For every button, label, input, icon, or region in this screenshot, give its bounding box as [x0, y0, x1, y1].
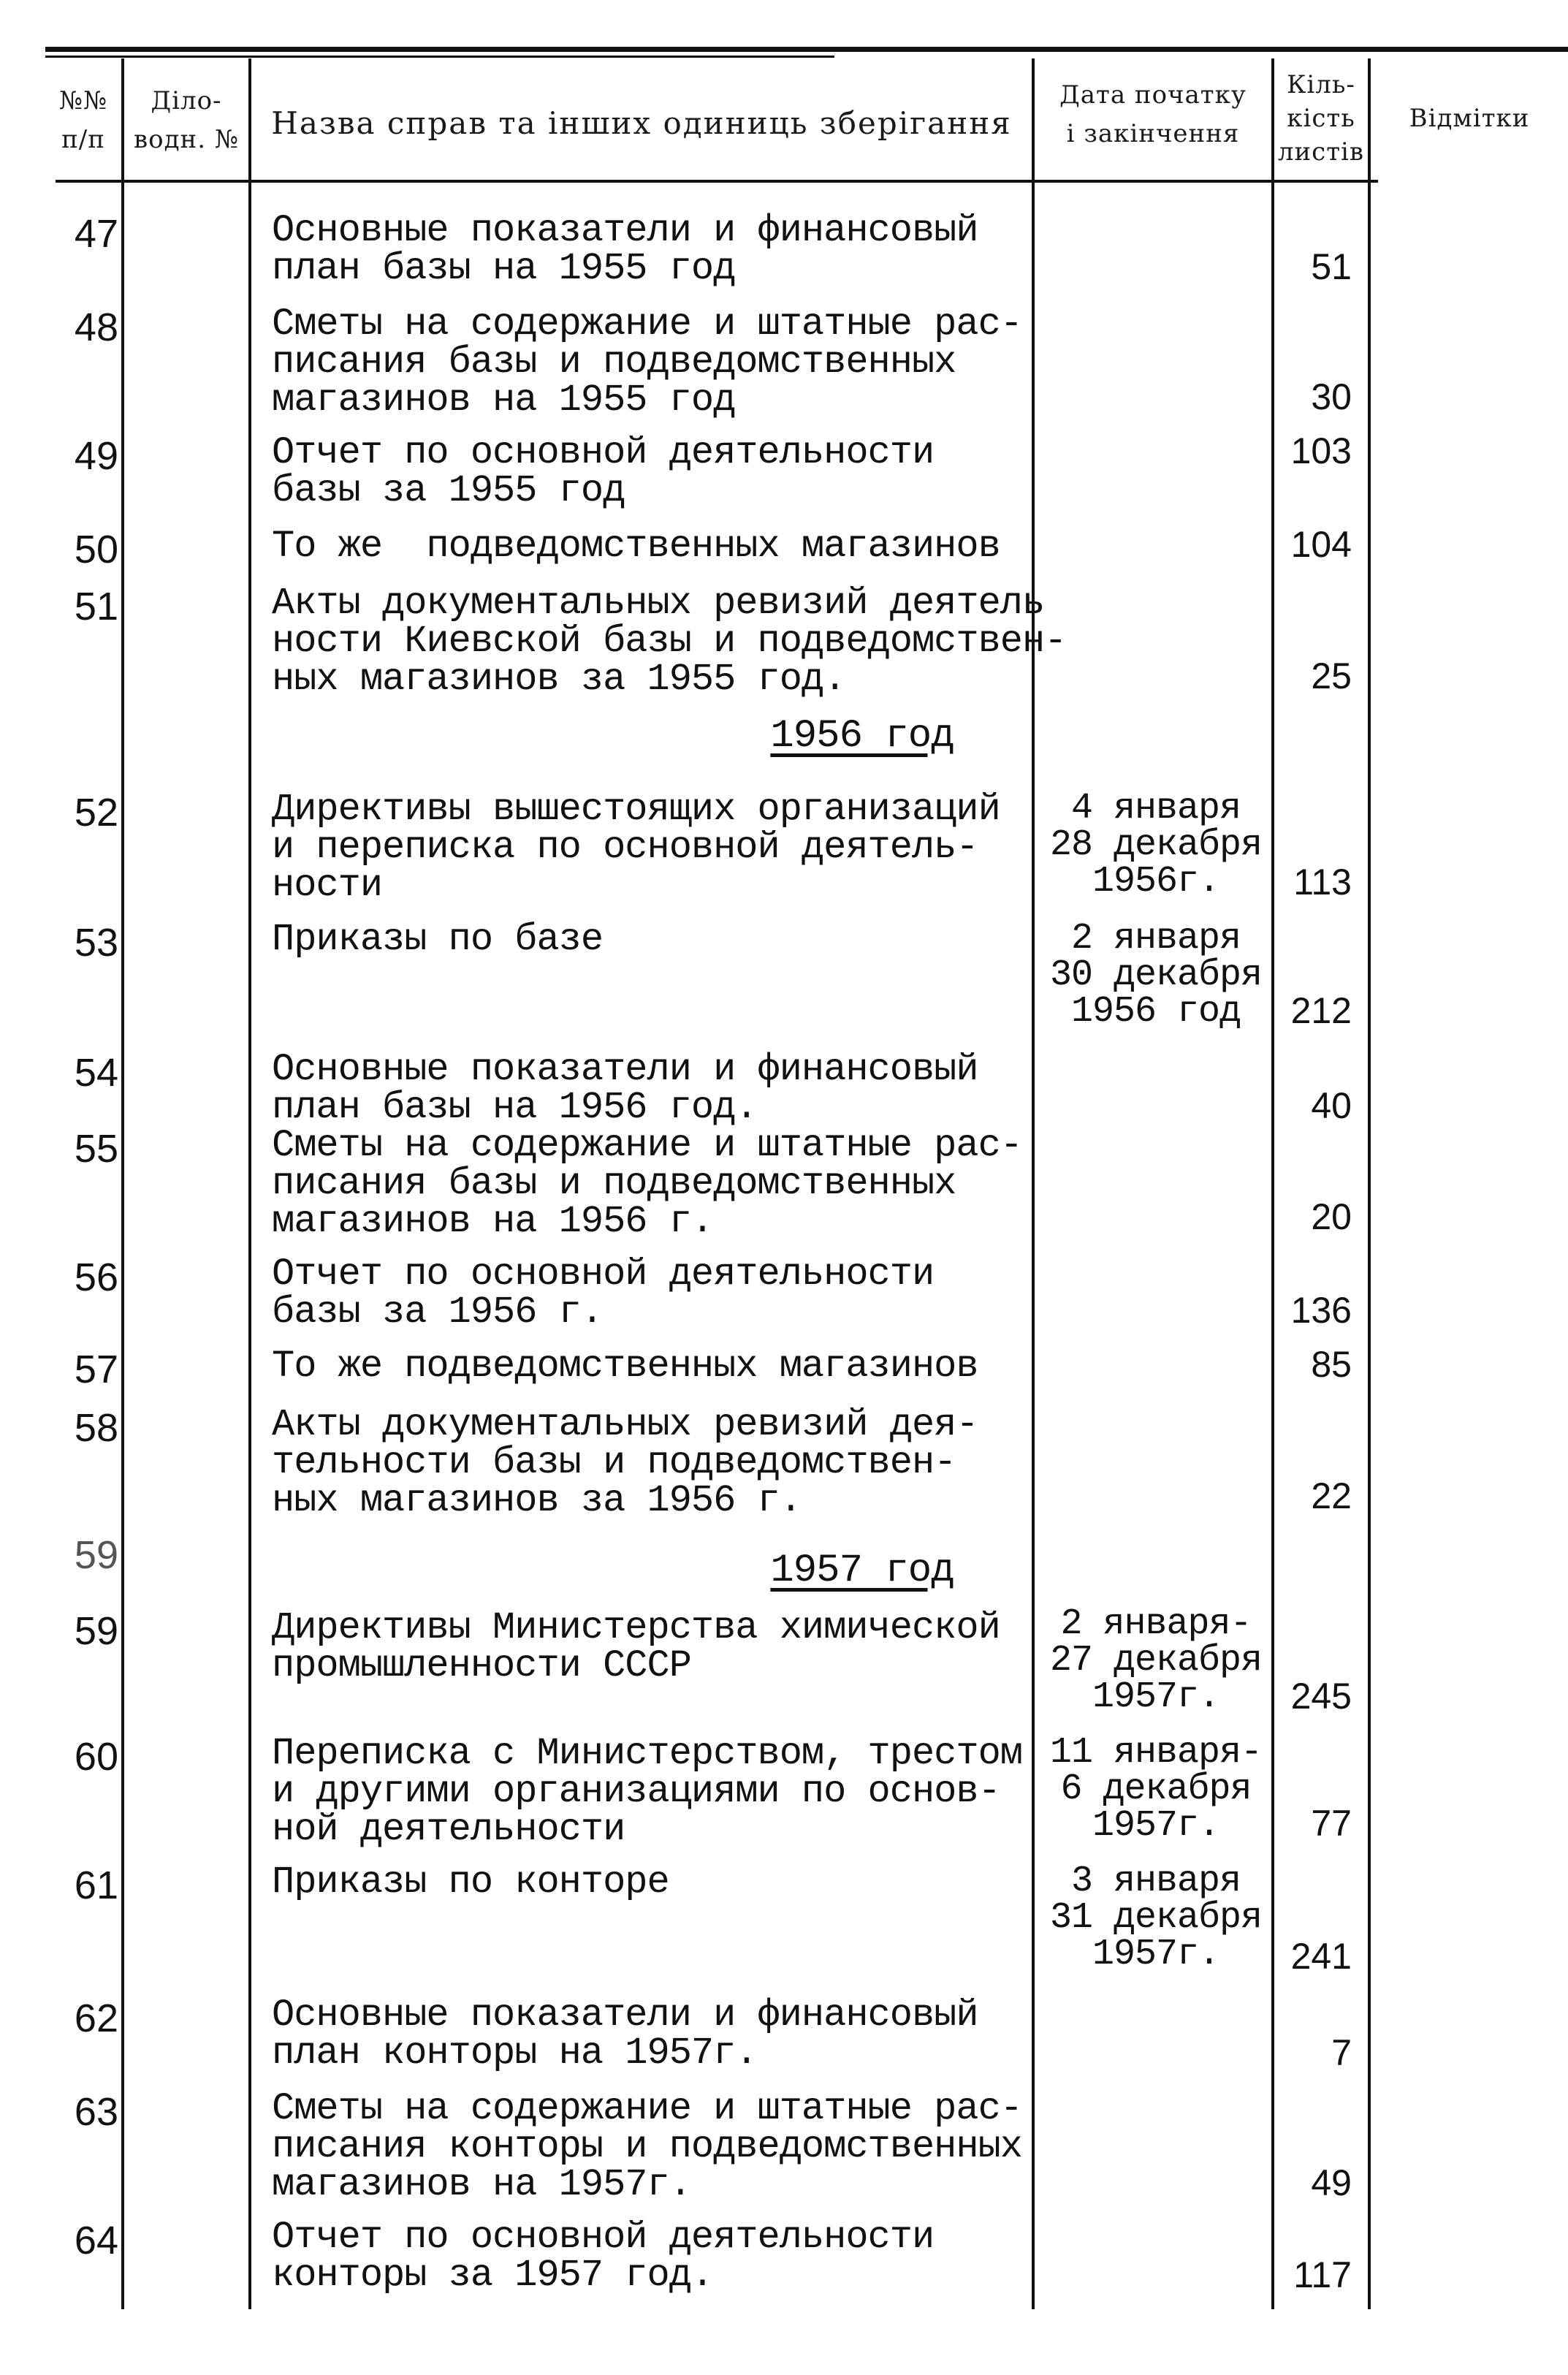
col-divider-1 — [121, 58, 124, 2309]
row-num: 57 — [74, 1348, 118, 1391]
row-title: Акты документальных ревизий дея- тельности базы и подведомствен- ных магазинов за 1956 г. — [272, 1403, 978, 1522]
row-title: Сметы на содержание и штатные рас- писания базы и подведомственных магазинов на 1956 г. — [272, 1124, 1022, 1243]
row-num: 56 — [74, 1255, 118, 1299]
row-title: Основные показатели и финансовый план конторы на 1957г. — [272, 1994, 978, 2075]
row-num: 58 — [74, 1406, 118, 1450]
col-divider-5 — [1368, 58, 1371, 2309]
row-sheets: 117 — [1293, 2254, 1352, 2295]
row-sheets: 40 — [1311, 1085, 1352, 1126]
row-title: Сметы на содержание и штатные рас- писания базы и подведомственных магазинов на 1955 год — [272, 303, 1022, 422]
header-col-title: Назва справ та інших одиниць зберігання — [271, 105, 1012, 141]
row-sheets: 25 — [1311, 656, 1352, 696]
header-col-office: Діло- водн. № — [134, 86, 239, 154]
year-heading: 1957 год — [770, 1548, 954, 1593]
row-sheets: 103 — [1290, 430, 1352, 471]
row-num: 59 — [74, 1609, 118, 1653]
row-num: 59 — [74, 1533, 118, 1577]
row-num: 48 — [74, 305, 118, 349]
row-num: 55 — [74, 1127, 118, 1171]
row-num: 51 — [74, 585, 118, 628]
row-sheets: 104 — [1290, 524, 1352, 565]
row-num: 61 — [74, 1863, 118, 1907]
row-title: Приказы по базе — [272, 918, 604, 961]
header-col-sheets: Кіль- кість листів — [1277, 70, 1365, 167]
row-sheets: 49 — [1311, 2162, 1352, 2203]
row-num: 52 — [74, 791, 118, 835]
row-num: 49 — [74, 434, 118, 478]
row-num: 60 — [74, 1735, 118, 1779]
row-title: Акты документальных ревизий деятель ности Киевской базы и подведомствен- ных магазинов за 1955 год. — [272, 582, 1067, 701]
row-dates: 2 января- 27 декабря 1957г. — [1049, 1603, 1263, 1718]
row-sheets: 77 — [1311, 1803, 1352, 1844]
row-sheets: 85 — [1311, 1344, 1352, 1385]
row-dates: 4 января 28 декабря 1956г. — [1049, 788, 1263, 902]
header-col-num: №№ п/п — [58, 86, 108, 154]
row-num: 50 — [74, 528, 118, 571]
row-num: 47 — [74, 212, 118, 256]
row-sheets: 241 — [1290, 1936, 1352, 1977]
row-title: Отчет по основной деятельности базы за 1956 г. — [272, 1253, 935, 1334]
row-title: Отчет по основной деятельности базы за 1955 год — [272, 431, 935, 512]
row-num: 64 — [74, 2219, 118, 2262]
top-rule-thin — [45, 56, 834, 58]
row-title: Директивы вышестоящих организаций и переписка по основной деятель- ности — [272, 788, 1000, 907]
row-sheets: 113 — [1293, 862, 1352, 902]
row-sheets: 51 — [1311, 246, 1352, 287]
row-dates: 2 января 30 декабря 1956 год — [1049, 918, 1263, 1033]
col-divider-2 — [248, 58, 251, 2309]
row-sheets: 30 — [1311, 376, 1352, 417]
row-title: Директивы Министерства химической промышленности СССР — [272, 1606, 1000, 1687]
row-sheets: 7 — [1331, 2032, 1352, 2073]
row-sheets: 245 — [1290, 1676, 1352, 1717]
row-sheets: 20 — [1311, 1196, 1352, 1237]
row-title: Основные показатели и финансовый план базы на 1955 год — [272, 209, 978, 290]
row-title: Приказы по конторе — [272, 1861, 669, 1904]
row-title: Переписка с Министерством, трестом и другими организациями по основ- ной деятельности — [272, 1732, 1022, 1851]
year-heading: 1956 год — [770, 714, 954, 759]
header-col-dates: Дата початку і закінчення — [1059, 80, 1247, 148]
row-num: 63 — [74, 2090, 118, 2134]
top-rule — [45, 47, 1568, 52]
row-title: Основные показатели и финансовый план базы на 1956 год. — [272, 1048, 978, 1129]
header-col-notes: Відмітки — [1409, 104, 1530, 133]
row-sheets: 136 — [1290, 1290, 1352, 1331]
row-title: Сметы на содержание и штатные рас- писания конторы и подведомственных магазинов на 1957г. — [272, 2087, 1022, 2206]
row-sheets: 22 — [1311, 1475, 1352, 1516]
row-title: Отчет по основной деятельности конторы за 1957 год. — [272, 2216, 935, 2297]
row-title: То же подведомственных магазинов — [272, 525, 1000, 568]
row-dates: 3 января 31 декабря 1957г. — [1049, 1861, 1263, 1975]
header-bottom-rule — [56, 180, 1378, 183]
row-num: 62 — [74, 1996, 118, 2040]
row-dates: 11 января- 6 декабря 1957г. — [1049, 1732, 1263, 1847]
row-num: 53 — [74, 921, 118, 965]
row-num: 54 — [74, 1051, 118, 1095]
row-sheets: 212 — [1290, 990, 1352, 1031]
row-title: То же подведомственных магазинов — [272, 1345, 978, 1388]
